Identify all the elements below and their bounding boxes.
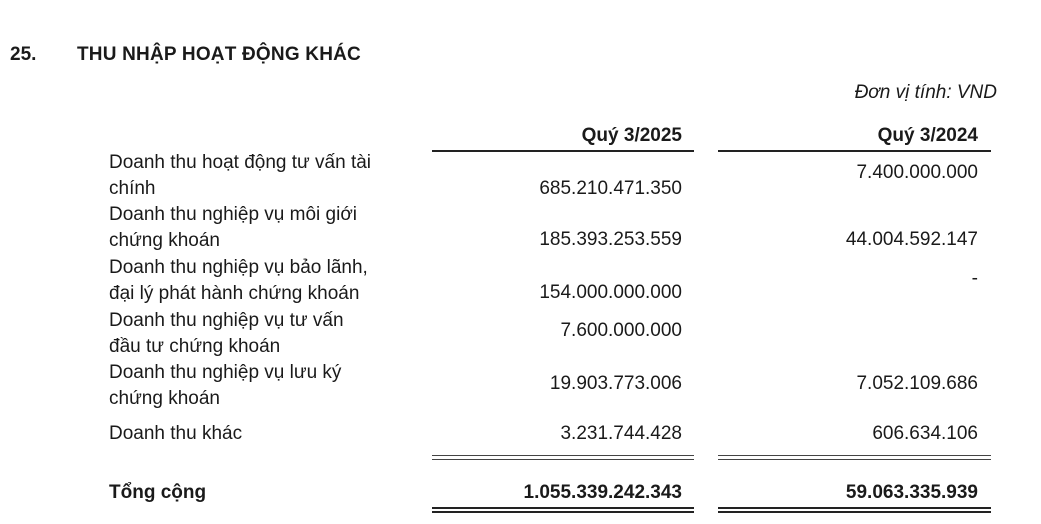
total-double-rule-q3-2025 bbox=[432, 511, 694, 513]
table-cell-q3-2025: 3.231.744.428 bbox=[560, 423, 682, 444]
column-header-q3-2025: Quý 3/2025 bbox=[581, 125, 682, 146]
row-label-line: Doanh thu hoạt động tư vấn tài bbox=[109, 152, 372, 173]
total-q3-2024: 59.063.335.939 bbox=[845, 482, 978, 503]
subtotal-rule-q3-2025 bbox=[432, 455, 694, 456]
row-label-line: Doanh thu nghiệp vụ bảo lãnh, bbox=[109, 257, 368, 278]
table-row-label bbox=[109, 255, 439, 307]
table-cell-q3-2024: 7.052.109.686 bbox=[856, 373, 978, 394]
section-number: 25. bbox=[10, 44, 37, 65]
column-header-q3-2024: Quý 3/2024 bbox=[877, 125, 978, 146]
row-label-line: đại lý phát hành chứng khoán bbox=[109, 283, 360, 304]
table-row-label bbox=[109, 202, 439, 254]
table-row-label bbox=[109, 150, 439, 202]
table-row-label bbox=[109, 308, 439, 360]
table-cell-q3-2024: 7.400.000.000 bbox=[856, 162, 978, 183]
row-label-line: chính bbox=[109, 178, 156, 199]
row-label-line: chứng khoán bbox=[109, 388, 220, 409]
row-label-line: Doanh thu nghiệp vụ môi giới bbox=[109, 204, 358, 225]
table-cell-q3-2024: - bbox=[971, 268, 978, 289]
total-double-rule-q3-2025 bbox=[432, 507, 694, 509]
subtotal-rule-q3-2024 bbox=[718, 455, 991, 456]
table-row-label bbox=[109, 421, 439, 447]
row-label-line: chứng khoán bbox=[109, 230, 220, 251]
total-q3-2025: 1.055.339.242.343 bbox=[523, 482, 682, 503]
table-cell-q3-2025: 19.903.773.006 bbox=[549, 373, 682, 394]
table-cell-q3-2024: 606.634.106 bbox=[872, 423, 978, 444]
total-double-rule-q3-2024 bbox=[718, 507, 991, 509]
subtotal-rule-q3-2025 bbox=[432, 459, 694, 460]
table-cell-q3-2025: 7.600.000.000 bbox=[560, 320, 682, 341]
table-cell-q3-2024: 44.004.592.147 bbox=[845, 229, 978, 250]
table-cell-q3-2025: 685.210.471.350 bbox=[539, 178, 682, 199]
row-label-line: Doanh thu khác bbox=[109, 423, 243, 444]
table-row-label bbox=[109, 360, 439, 412]
section-title: THU NHẬP HOẠT ĐỘNG KHÁC bbox=[77, 44, 361, 65]
header-rule-q3-2024 bbox=[718, 150, 991, 152]
unit-note: Đơn vị tính: VND bbox=[854, 82, 997, 103]
table-cell-q3-2025: 154.000.000.000 bbox=[539, 282, 682, 303]
row-label-line: đầu tư chứng khoán bbox=[109, 336, 281, 357]
row-label-line: Doanh thu nghiệp vụ tư vấn bbox=[109, 310, 344, 331]
row-label-line: Doanh thu nghiệp vụ lưu ký bbox=[109, 362, 342, 383]
total-label: Tổng cộng bbox=[109, 482, 207, 503]
subtotal-rule-q3-2024 bbox=[718, 459, 991, 460]
table-cell-q3-2025: 185.393.253.559 bbox=[539, 229, 682, 250]
total-double-rule-q3-2024 bbox=[718, 511, 991, 513]
header-rule-q3-2025 bbox=[432, 150, 694, 152]
